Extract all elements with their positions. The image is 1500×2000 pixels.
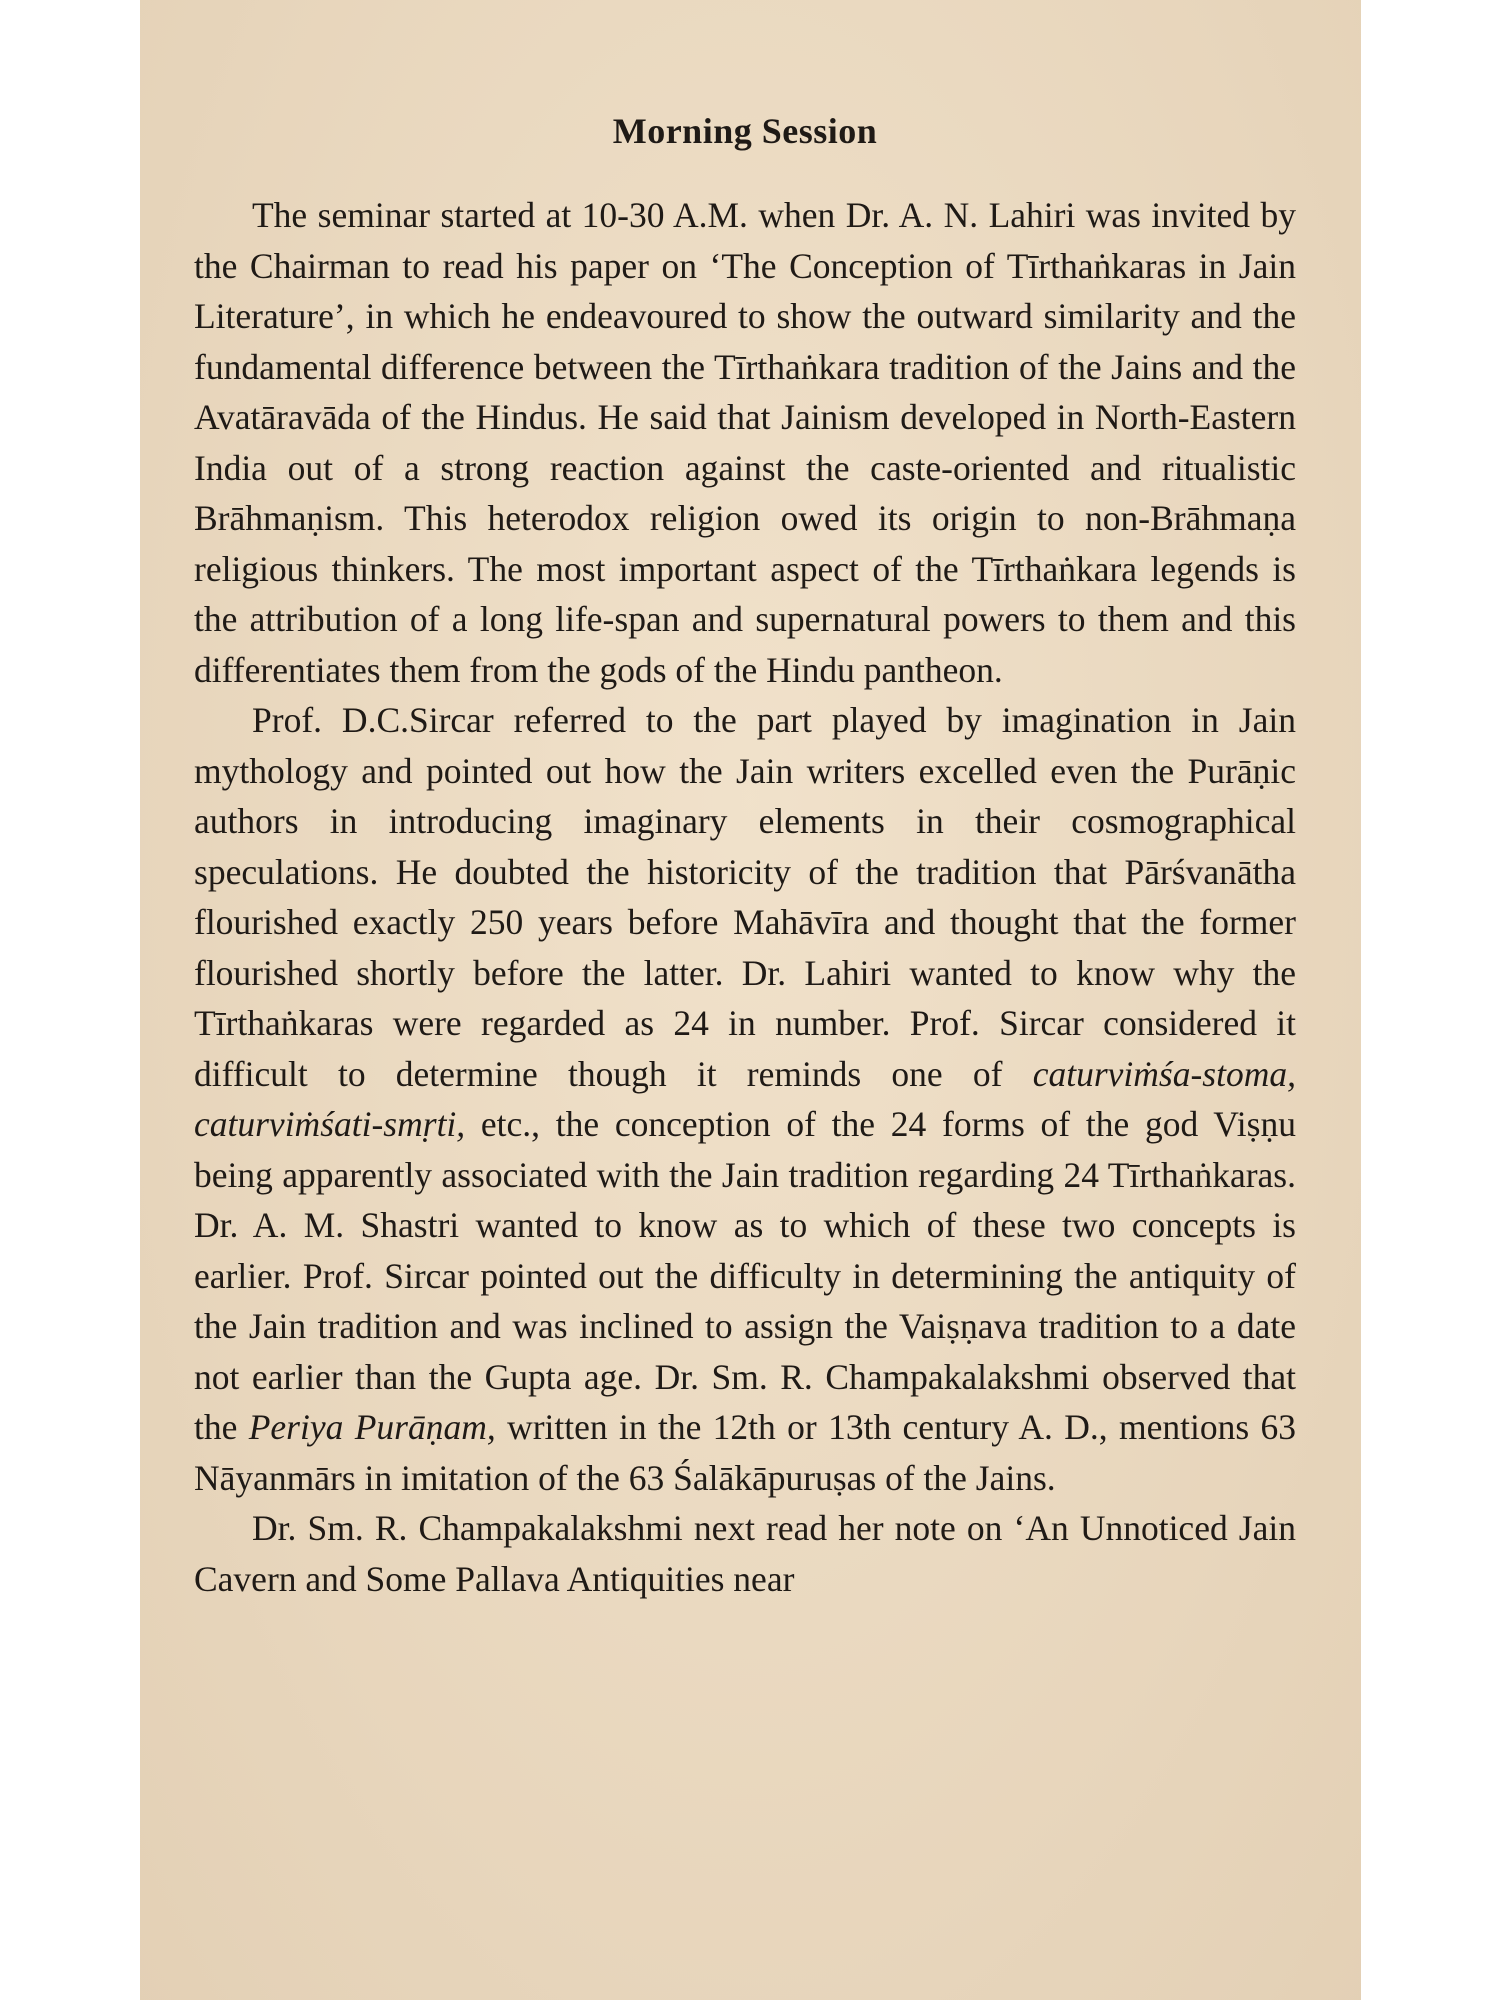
italic-title: Periya Purāṇam, [248, 1407, 496, 1447]
paragraph-text: The seminar started at 10-30 A.M. when Dr. A. N. Lahiri was invited by the Chairman to read his paper on ‘The Conception of Tīrthaṅkaras in Jain Literature’, in which he endeavoured to show the outward similarity and the fundamental difference between the Tīrthaṅkara tradition of the Jains and the Avatāravāda of the Hindus. He said that Jainism developed in North-Eastern India out of a strong reaction against the caste-oriented and ritualistic Brāhmaṇism. This heterodox religion owed its origin to non-Brāhmaṇa religious thinkers. The most important aspect of the Tīrthaṅkara legends is the attribution of a long life-span and supernatural powers to them and this differentiates them from the gods of the Hindu pantheon. [194, 195, 1296, 690]
paragraph-champakalakshmi-note [194, 1503, 1296, 1604]
book-page [140, 0, 1361, 2000]
paragraph-text: Dr. Sm. R. Champakalakshmi next read her note on ‘An Unnoticed Jain Cavern and Some Pallava Antiquities near [194, 1508, 1296, 1599]
paragraph-text: written in the 12th or 13th century A. D., mentions 63 Nāyanmārs in imitation of the 63 Śalākāpuruṣas of the Jains. [194, 1407, 1297, 1498]
paragraph-lahiri-paper [194, 190, 1296, 695]
section-heading: Morning Session [612, 111, 878, 151]
paragraph-sircar-discussion [194, 695, 1296, 1503]
italic-term: caturviṁśa-stoma, caturviṁśati-smṛti, [194, 1053, 1296, 1144]
page-content [194, 110, 1296, 1604]
paragraph-text: Prof. D.C.Sircar referred to the part played by imagination in Jain mythology and pointed out how the Jain writers excelled even the Purāṇic authors in introducing imaginary elements in their cosmographical speculations. He doubted the historicity of the tradition that Pārśvanātha flourished exactly 250 years before Mahāvīra and thought that the former flourished shortly before the latter. Dr. Lahiri wanted to know why the Tīrthaṅkaras were regarded as 24 in number. Prof. Sircar considered it difficult to determine though it reminds one of [194, 700, 1296, 1094]
paragraph-text: etc., the conception of the 24 forms of the god Viṣṇu being apparently associated with the Jain tradition regarding 24 Tīrthaṅkaras. Dr. A. M. Shastri wanted to know as to which of these two concepts is earlier. Prof. Sircar pointed out the difficulty in determining the antiquity of the Jain tradition and was inclined to assign the Vaiṣṇava tradition to a date not earlier than the Gupta age. Dr. Sm. R. Champakalakshmi observed that the [194, 1104, 1296, 1447]
